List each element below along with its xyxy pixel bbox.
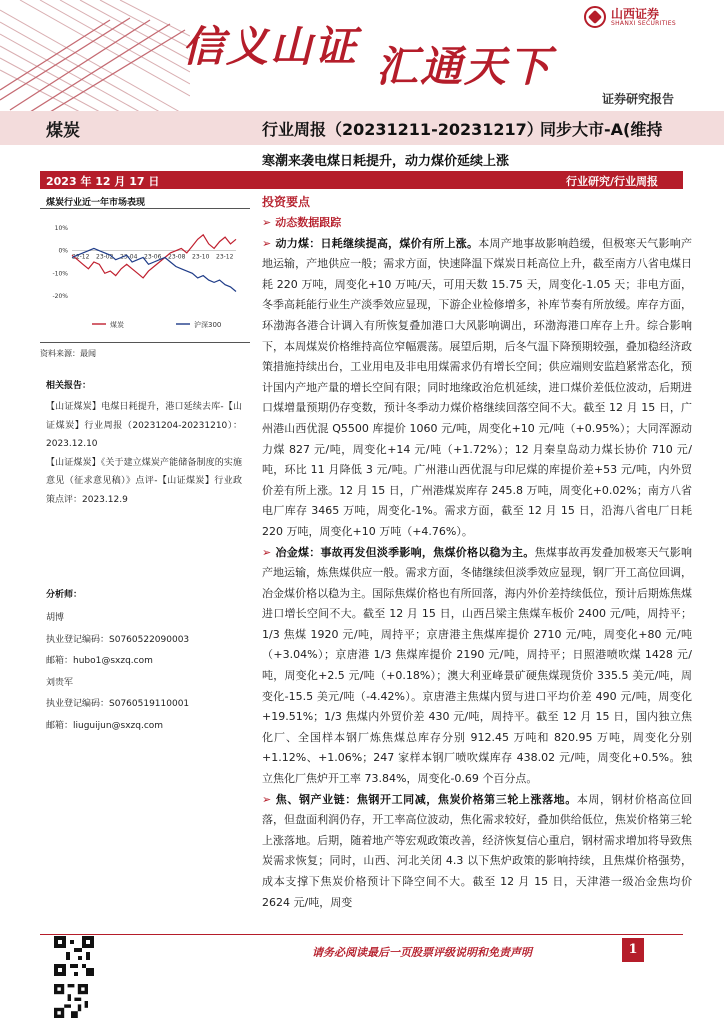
report-type-label: 证券研究报告 <box>602 92 675 106</box>
bullet-arrow-icon: ➢ <box>262 792 272 806</box>
x-tick-label: 23-12 <box>216 253 234 261</box>
industry-label: 煤炭 <box>46 121 80 141</box>
disclaimer-text[interactable]: 请务必阅读最后一页股票评级说明和免责声明 <box>312 946 532 959</box>
x-tick-label: 23-08 <box>168 253 186 261</box>
divider <box>40 208 250 209</box>
related-report-item[interactable]: 【山证煤炭】《关于建立煤炭产能储备制度的实施意见（征求意见稿）》点评-【山证煤炭】行业政策点评：2023.12.9 <box>46 457 242 505</box>
y-tick-label: 0% <box>58 247 68 255</box>
chart-source: 资料来源：最闻 <box>40 349 96 358</box>
legend-label: 煤炭 <box>110 321 124 329</box>
analysts-title: 分析师： <box>46 590 83 600</box>
x-tick-label: 23-10 <box>192 253 210 261</box>
paragraph-text: 焦煤事故再发叠加极寒天气影响产地运输，炼焦煤供应一般。需求方面，冬储继续但淡季效应显现，钢厂开工高位回调，冶金煤价格以稳为主。国际焦煤价格也有所回落，海内外价差持续低位，预计后期炼焦煤进口增长空间不大。截至 12 月 15 日，山西吕梁主焦煤车板价 2400 元/吨，周持平；1/3 焦煤 1920 元/吨，周持平；京唐港主焦煤库提价 2710 元/吨，周变化+80 元/吨（+3.04%）；京唐港 1/3 焦煤库提价 2190 元/吨，周持平；日照港喷吹煤 1428 元/吨，周变化+2.5 元/吨（+0.18%）；澳大利亚峰景矿硬焦煤现货价 335.5 美元/吨，周变化-15.5 美元/吨（-4.42%）。京唐港主焦煤内贸与进口平均价差 490 元/吨，周变化+19.51%；1/3 焦煤内外贸价差 430 元/吨，周持平。截至 12 月 15 日，国内独立焦化厂、全国样本钢厂炼焦煤总库存分别 912.45 万吨和 820.95 万吨，周变化分别+1.12%、+1.06%；247 家样本钢厂喷吹煤库存 438.02 元/吨，周变化+0.5%。独立焦化厂焦炉开工率 73.84%，周变化-0.69 个百分点。 <box>262 545 692 786</box>
slogan-part1: 信义山证 <box>182 22 359 71</box>
market-performance-title: 煤炭行业近一年市场表现 <box>46 198 146 208</box>
analyst-email[interactable]: 邮箱：liuguijun@sxzq.com <box>46 720 164 731</box>
paragraph-thermal-coal <box>262 234 692 543</box>
paragraph-text: 本周，钢材价格高位回落，但盘面利润仍存，开工率高位波动，焦化需求较好，叠加供给低位，焦炭价格第三轮上涨落地。后期，随着地产等宏观政策改善，经济恢复信心重启，钢材需求增加将导致焦炭需求恢复；同时，山西、河北关闭 4.3 以下焦炉政策的影响持续，且焦煤价格强势，成本支撑下焦炭价格预计下降空间不大。截至 12 月 15 日，天津港一级冶金焦均价 2624 元/吨，周变 <box>262 792 693 909</box>
footer-divider <box>40 934 683 935</box>
analysts-list <box>46 608 242 737</box>
related-report-item[interactable]: 【山证煤炭】电煤日耗提升，港口延续去库-【山证煤炭】行业周报（20231204-20231210）：2023.12.10 <box>46 402 242 449</box>
qr-code-icon <box>54 984 88 1018</box>
divider <box>40 342 250 343</box>
qr-code-icon <box>54 936 94 976</box>
paragraph-text: 本周产地事故影响趋缓，但极寒天气影响产地运输，产地供应一般；需求方面，快速降温下煤炭日耗高位上升，截至南方八省电煤日耗 220 万吨，周变化+10 万吨/天，可用天数 15.75 天，周变化-1.05 天；非电方面，冬季高耗能行业生产淡季效应显现，下游企业检修增多，补库节奏有所放缓。库存方面，环渤海各港合计调入有所恢复叠加港口大风影响调出，环渤海港口库存上升。综合影响下，本周煤炭价格维持高位窄幅震荡。展望后期，后冬气温下降预期较强，叠加稳经济政策措施持续出台，工业用电及非电用煤需求仍有增长空间；供应端则安监趋紧常态化，预计国内产地产量的增长空间有限；同时地缘政治危机延续，进口煤价差低位波动，后期进口煤增量预期仍存变数，预计冬季动力煤价格继续回落空间不大。截至 12 月 15 日，广州港山西优混 Q5500 库提价 1060 元/吨，周变化+10 元/吨（+0.95%）；大同浑源动力煤 827 元/吨，周变化+14 元/吨（+1.72%）；12 月秦皇岛动力煤长协价 710 元/吨，环比 11 月降低 3 元/吨。广州港山西优混与印尼煤的库提价差+53 元/吨，内外贸价差有所上涨。12 月 15 日，广州港煤炭库存 245.8 万吨，周变化+0.02%；南方八省电厂库存 3465 万吨，周变化-1%。需求方面，截至 12 月 15 日，沿海八省电厂日耗 220 万吨，周变化+10 万吨（+4.76%）。 <box>262 236 693 538</box>
rating-label: 同步大市-A(维持 <box>540 120 663 139</box>
chart-svg <box>40 212 250 332</box>
logo-name-cn: 山西证券 <box>611 7 660 21</box>
report-date: 2023 年 12 月 17 日 <box>46 175 160 188</box>
market-performance-chart <box>40 212 250 332</box>
x-tick-label: 22-12 <box>72 253 90 261</box>
x-tick-label: 23-06 <box>144 253 162 261</box>
analyst-name: 胡博 <box>46 613 65 623</box>
x-tick-label: 23-02 <box>96 253 114 261</box>
report-title: 行业周报（20231211-20231217） <box>262 120 543 139</box>
related-reports-title: 相关报告： <box>46 381 92 391</box>
x-tick-label: 23-04 <box>120 253 138 261</box>
page-number: 1 <box>622 938 644 962</box>
related-reports-list <box>46 398 242 509</box>
paragraph-lead: 动力煤：日耗继续提高，煤价有所上涨。 <box>275 236 479 250</box>
y-tick-label: 10% <box>54 225 68 232</box>
company-logo <box>584 5 718 31</box>
logo-mark-icon <box>584 6 606 28</box>
analyst-email[interactable]: 邮箱：hubo1@sxzq.com <box>46 656 153 666</box>
logo-name-en: SHANXI SECURITIES <box>611 20 676 27</box>
paragraph-coke-steel <box>262 790 692 914</box>
highlights-title: 投资要点 <box>262 195 311 209</box>
report-body <box>262 213 692 913</box>
analyst-name: 刘贵军 <box>46 677 74 688</box>
bullet-arrow-icon: ➢ <box>262 216 272 229</box>
bullet-arrow-icon: ➢ <box>262 545 272 559</box>
y-tick-label: -20% <box>52 293 68 300</box>
report-category: 行业研究/行业周报 <box>566 175 659 188</box>
header-banner <box>0 0 724 112</box>
legend-label: 沪深300 <box>194 321 222 329</box>
paragraph-lead: 冶金煤：事故再发但淡季影响，焦煤价格以稳为主。 <box>275 545 535 559</box>
y-tick-label: -10% <box>52 270 68 278</box>
slogan-part2: 汇通天下 <box>376 42 553 91</box>
paragraph-coking-coal <box>262 543 692 790</box>
banner-stripes-decoration <box>0 0 190 112</box>
bullet-arrow-icon: ➢ <box>262 236 272 250</box>
analyst-cert: 执业登记编码：S0760522090003 <box>46 634 190 645</box>
report-subtitle: 寒潮来袭电煤日耗提升，动力煤价延续上涨 <box>262 154 510 169</box>
section-heading <box>262 213 692 234</box>
analyst-cert: 执业登记编码：S0760519110001 <box>46 699 190 709</box>
section-title: 动态数据跟踪 <box>275 216 342 229</box>
paragraph-lead: 焦、钢产业链：焦钢开工同减，焦炭价格第三轮上涨落地。 <box>275 792 577 806</box>
